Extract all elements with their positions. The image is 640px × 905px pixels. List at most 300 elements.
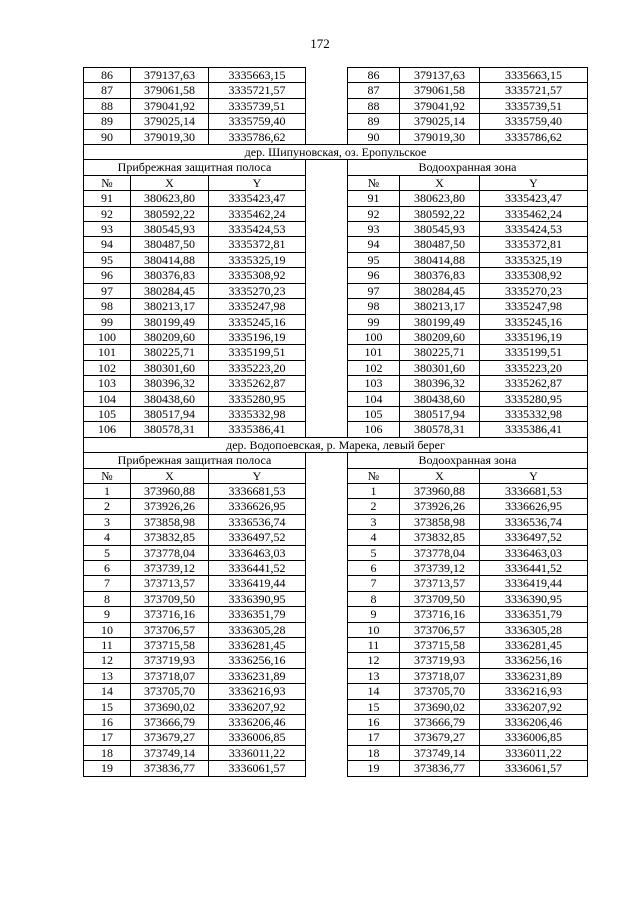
y-header: Y	[480, 468, 588, 483]
table-row	[84, 514, 588, 529]
x-coordinate: 379019,30	[400, 129, 480, 144]
x-coordinate: 373836,77	[131, 761, 209, 776]
x-coordinate: 373719,93	[131, 653, 209, 668]
x-coordinate: 373716,16	[131, 607, 209, 622]
y-coordinate: 3335270,23	[209, 283, 306, 298]
y-coordinate: 3336463,03	[209, 545, 306, 560]
point-number: 89	[348, 114, 400, 129]
x-coordinate: 373715,58	[131, 638, 209, 653]
point-number: 100	[84, 329, 131, 344]
column-gap	[306, 129, 348, 144]
table-row	[84, 222, 588, 237]
table-row	[84, 622, 588, 637]
point-number: 91	[84, 191, 131, 206]
x-coordinate: 379019,30	[131, 129, 209, 144]
x-coordinate: 380199,49	[400, 314, 480, 329]
table-row	[84, 206, 588, 221]
x-coordinate: 373690,02	[400, 699, 480, 714]
y-coordinate: 3335739,51	[480, 98, 588, 113]
point-number: 13	[84, 668, 131, 683]
y-coordinate: 3336419,44	[480, 576, 588, 591]
table-row	[84, 191, 588, 206]
x-coordinate: 373719,93	[400, 653, 480, 668]
x-coordinate: 373926,26	[400, 499, 480, 514]
column-gap	[306, 114, 348, 129]
column-gap	[306, 699, 348, 714]
point-number: 103	[84, 376, 131, 391]
point-number: 17	[348, 730, 400, 745]
y-coordinate: 3335308,92	[480, 268, 588, 283]
x-coordinate: 373926,26	[131, 499, 209, 514]
point-number: 97	[348, 283, 400, 298]
y-coordinate: 3335245,16	[209, 314, 306, 329]
x-coordinate: 380213,17	[131, 299, 209, 314]
point-number: 9	[84, 607, 131, 622]
table-row	[84, 607, 588, 622]
y-coordinate: 3335280,95	[480, 391, 588, 406]
point-number: 17	[84, 730, 131, 745]
point-number: 88	[348, 98, 400, 113]
point-number: 103	[348, 376, 400, 391]
column-gap	[306, 622, 348, 637]
column-gap	[306, 730, 348, 745]
y-coordinate: 3336061,57	[480, 761, 588, 776]
y-coordinate: 3335721,57	[209, 83, 306, 98]
zone-header-row	[84, 453, 588, 468]
point-number: 92	[84, 206, 131, 221]
column-gap	[306, 422, 348, 437]
y-coordinate: 3335386,41	[480, 422, 588, 437]
x-coordinate: 380623,80	[400, 191, 480, 206]
x-coordinate: 380376,83	[400, 268, 480, 283]
y-coordinate: 3336216,93	[209, 684, 306, 699]
y-coordinate: 3336256,16	[480, 653, 588, 668]
y-coordinate: 3335786,62	[480, 129, 588, 144]
y-coordinate: 3336207,92	[209, 699, 306, 714]
table-row	[84, 530, 588, 545]
table-row	[84, 314, 588, 329]
point-number: 98	[348, 299, 400, 314]
point-number: 106	[84, 422, 131, 437]
x-coordinate: 373960,88	[400, 483, 480, 498]
column-gap	[306, 206, 348, 221]
y-coordinate: 3335199,51	[209, 345, 306, 360]
x-coordinate: 379025,14	[131, 114, 209, 129]
x-coordinate: 380592,22	[400, 206, 480, 221]
point-number: 105	[348, 406, 400, 421]
x-header: X	[131, 175, 209, 190]
x-header: X	[400, 175, 480, 190]
table-row	[84, 268, 588, 283]
table-row	[84, 252, 588, 267]
column-gap	[306, 545, 348, 560]
point-number: 5	[348, 545, 400, 560]
x-coordinate: 373858,98	[131, 514, 209, 529]
y-coordinate: 3336061,57	[209, 761, 306, 776]
column-gap	[306, 514, 348, 529]
point-number: 2	[84, 499, 131, 514]
x-coordinate: 379041,92	[400, 98, 480, 113]
y-coordinate: 3336231,89	[480, 668, 588, 683]
y-coordinate: 3336441,52	[480, 561, 588, 576]
y-coordinate: 3335332,98	[209, 406, 306, 421]
table-row	[84, 561, 588, 576]
x-coordinate: 380438,60	[131, 391, 209, 406]
x-coordinate: 379061,58	[400, 83, 480, 98]
y-coordinate: 3335663,15	[480, 68, 588, 83]
x-coordinate: 380623,80	[131, 191, 209, 206]
y-coordinate: 3336419,44	[209, 576, 306, 591]
point-number: 87	[348, 83, 400, 98]
y-coordinate: 3336351,79	[209, 607, 306, 622]
x-coordinate: 380376,83	[131, 268, 209, 283]
point-number: 10	[348, 622, 400, 637]
point-number: 11	[348, 638, 400, 653]
point-number: 93	[348, 222, 400, 237]
y-coordinate: 3336390,95	[209, 591, 306, 606]
x-coordinate: 373666,79	[400, 715, 480, 730]
column-gap	[306, 715, 348, 730]
num-header: №	[348, 468, 400, 483]
y-coordinate: 3335663,15	[209, 68, 306, 83]
x-coordinate: 380545,93	[131, 222, 209, 237]
point-number: 101	[348, 345, 400, 360]
column-gap	[306, 222, 348, 237]
column-gap	[306, 191, 348, 206]
y-coordinate: 3336006,85	[209, 730, 306, 745]
y-coordinate: 3335462,24	[480, 206, 588, 221]
x-coordinate: 380199,49	[131, 314, 209, 329]
point-number: 91	[348, 191, 400, 206]
y-coordinate: 3336206,46	[480, 715, 588, 730]
point-number: 18	[348, 745, 400, 760]
x-coordinate: 380517,94	[400, 406, 480, 421]
x-coordinate: 373705,70	[131, 684, 209, 699]
y-coordinate: 3335196,19	[209, 329, 306, 344]
y-coordinate: 3336390,95	[480, 591, 588, 606]
table-row	[84, 83, 588, 98]
y-coordinate: 3335372,81	[480, 237, 588, 252]
y-coordinate: 3336626,95	[480, 499, 588, 514]
point-number: 14	[84, 684, 131, 699]
x-coordinate: 380487,50	[400, 237, 480, 252]
y-coordinate: 3335721,57	[480, 83, 588, 98]
table-row	[84, 684, 588, 699]
section-title-row	[84, 437, 588, 452]
column-gap	[306, 360, 348, 375]
point-number: 10	[84, 622, 131, 637]
x-coordinate: 373836,77	[400, 761, 480, 776]
y-coordinate: 3335424,53	[209, 222, 306, 237]
x-coordinate: 373858,98	[400, 514, 480, 529]
x-coordinate: 380438,60	[400, 391, 480, 406]
y-coordinate: 3335247,98	[209, 299, 306, 314]
point-number: 7	[84, 576, 131, 591]
zone-header-row	[84, 160, 588, 175]
section-title: дер. Шипуновская, оз. Еропульское	[84, 145, 588, 160]
x-coordinate: 380301,60	[131, 360, 209, 375]
x-coordinate: 379137,63	[131, 68, 209, 83]
y-coordinate: 3335262,87	[209, 376, 306, 391]
y-coordinate: 3335280,95	[209, 391, 306, 406]
column-gap	[306, 175, 348, 190]
y-coordinate: 3336305,28	[209, 622, 306, 637]
point-number: 102	[84, 360, 131, 375]
x-coordinate: 380545,93	[400, 222, 480, 237]
table-row	[84, 329, 588, 344]
table-row	[84, 653, 588, 668]
y-coordinate: 3335424,53	[480, 222, 588, 237]
y-coordinate: 3335196,19	[480, 329, 588, 344]
column-gap	[306, 252, 348, 267]
point-number: 11	[84, 638, 131, 653]
column-gap	[306, 160, 348, 175]
x-coordinate: 380225,71	[400, 345, 480, 360]
column-gap	[306, 499, 348, 514]
x-coordinate: 380284,45	[400, 283, 480, 298]
y-coordinate: 3336626,95	[209, 499, 306, 514]
table-row	[84, 576, 588, 591]
table-row	[84, 545, 588, 560]
column-gap	[306, 391, 348, 406]
table-row	[84, 761, 588, 776]
point-number: 16	[84, 715, 131, 730]
point-number: 8	[348, 591, 400, 606]
x-coordinate: 373778,04	[131, 545, 209, 560]
table-row	[84, 422, 588, 437]
right-zone-header: Водоохранная зона	[348, 453, 588, 468]
point-number: 12	[84, 653, 131, 668]
y-coordinate: 3335786,62	[209, 129, 306, 144]
table-row	[84, 668, 588, 683]
column-gap	[306, 607, 348, 622]
point-number: 3	[84, 514, 131, 529]
point-number: 18	[84, 745, 131, 760]
column-gap	[306, 406, 348, 421]
y-coordinate: 3336216,93	[480, 684, 588, 699]
column-gap	[306, 453, 348, 468]
table-row	[84, 715, 588, 730]
point-number: 1	[348, 483, 400, 498]
point-number: 4	[348, 530, 400, 545]
table-row	[84, 114, 588, 129]
left-zone-header: Прибрежная защитная полоса	[84, 453, 306, 468]
y-coordinate: 3336536,74	[209, 514, 306, 529]
table-row	[84, 237, 588, 252]
x-coordinate: 373715,58	[400, 638, 480, 653]
x-coordinate: 373749,14	[400, 745, 480, 760]
column-gap	[306, 591, 348, 606]
y-header: Y	[480, 175, 588, 190]
point-number: 1	[84, 483, 131, 498]
y-coordinate: 3335223,20	[480, 360, 588, 375]
table-row	[84, 299, 588, 314]
point-number: 14	[348, 684, 400, 699]
point-number: 94	[84, 237, 131, 252]
table-row	[84, 730, 588, 745]
point-number: 106	[348, 422, 400, 437]
column-gap	[306, 314, 348, 329]
point-number: 2	[348, 499, 400, 514]
y-coordinate: 3335199,51	[480, 345, 588, 360]
x-header: X	[400, 468, 480, 483]
point-number: 6	[348, 561, 400, 576]
y-coordinate: 3335325,19	[209, 252, 306, 267]
point-number: 13	[348, 668, 400, 683]
point-number: 98	[84, 299, 131, 314]
table-row	[84, 406, 588, 421]
y-coordinate: 3336281,45	[209, 638, 306, 653]
column-gap	[306, 68, 348, 83]
point-number: 92	[348, 206, 400, 221]
x-coordinate: 373709,50	[131, 591, 209, 606]
table-row	[84, 283, 588, 298]
table-row	[84, 591, 588, 606]
point-number: 4	[84, 530, 131, 545]
x-coordinate: 379025,14	[400, 114, 480, 129]
y-coordinate: 3335759,40	[209, 114, 306, 129]
y-coordinate: 3336681,53	[480, 483, 588, 498]
table-row	[84, 483, 588, 498]
table-row	[84, 68, 588, 83]
y-coordinate: 3335270,23	[480, 283, 588, 298]
x-coordinate: 380213,17	[400, 299, 480, 314]
left-zone-header: Прибрежная защитная полоса	[84, 160, 306, 175]
y-coordinate: 3336256,16	[209, 653, 306, 668]
point-number: 96	[84, 268, 131, 283]
point-number: 89	[84, 114, 131, 129]
column-gap	[306, 329, 348, 344]
x-coordinate: 379041,92	[131, 98, 209, 113]
x-coordinate: 380578,31	[400, 422, 480, 437]
x-coordinate: 373705,70	[400, 684, 480, 699]
x-coordinate: 373713,57	[131, 576, 209, 591]
x-coordinate: 380487,50	[131, 237, 209, 252]
point-number: 88	[84, 98, 131, 113]
point-number: 15	[348, 699, 400, 714]
point-number: 100	[348, 329, 400, 344]
point-number: 95	[348, 252, 400, 267]
num-header: №	[348, 175, 400, 190]
x-coordinate: 373679,27	[131, 730, 209, 745]
x-coordinate: 380396,32	[400, 376, 480, 391]
column-gap	[306, 83, 348, 98]
point-number: 93	[84, 222, 131, 237]
point-number: 99	[84, 314, 131, 329]
y-coordinate: 3335332,98	[480, 406, 588, 421]
column-gap	[306, 745, 348, 760]
point-number: 94	[348, 237, 400, 252]
table-row	[84, 360, 588, 375]
column-gap	[306, 761, 348, 776]
y-coordinate: 3335423,47	[480, 191, 588, 206]
x-coordinate: 373706,57	[131, 622, 209, 637]
table-row	[84, 499, 588, 514]
y-coordinate: 3336231,89	[209, 668, 306, 683]
table-row	[84, 745, 588, 760]
x-coordinate: 373832,85	[400, 530, 480, 545]
point-number: 102	[348, 360, 400, 375]
column-gap	[306, 668, 348, 683]
point-number: 6	[84, 561, 131, 576]
table-row	[84, 98, 588, 113]
y-coordinate: 3335245,16	[480, 314, 588, 329]
column-gap	[306, 345, 348, 360]
y-coordinate: 3336681,53	[209, 483, 306, 498]
point-number: 104	[84, 391, 131, 406]
table-row	[84, 638, 588, 653]
y-coordinate: 3336536,74	[480, 514, 588, 529]
x-coordinate: 380225,71	[131, 345, 209, 360]
y-coordinate: 3335386,41	[209, 422, 306, 437]
point-number: 5	[84, 545, 131, 560]
table-row	[84, 129, 588, 144]
x-coordinate: 379061,58	[131, 83, 209, 98]
table-row	[84, 391, 588, 406]
y-coordinate: 3335325,19	[480, 252, 588, 267]
x-coordinate: 373706,57	[400, 622, 480, 637]
x-coordinate: 373739,12	[400, 561, 480, 576]
x-coordinate: 373739,12	[131, 561, 209, 576]
x-coordinate: 379137,63	[400, 68, 480, 83]
y-coordinate: 3336011,22	[209, 745, 306, 760]
column-gap	[306, 576, 348, 591]
column-gap	[306, 483, 348, 498]
point-number: 86	[84, 68, 131, 83]
point-number: 105	[84, 406, 131, 421]
x-coordinate: 380209,60	[400, 329, 480, 344]
x-coordinate: 380517,94	[131, 406, 209, 421]
column-gap	[306, 638, 348, 653]
column-gap	[306, 653, 348, 668]
point-number: 12	[348, 653, 400, 668]
x-coordinate: 380396,32	[131, 376, 209, 391]
column-header-row	[84, 468, 588, 483]
point-number: 90	[84, 129, 131, 144]
y-coordinate: 3336497,52	[209, 530, 306, 545]
y-coordinate: 3336463,03	[480, 545, 588, 560]
y-coordinate: 3335372,81	[209, 237, 306, 252]
x-coordinate: 373778,04	[400, 545, 480, 560]
section-title: дер. Водопоевская, р. Марека, левый берег	[84, 437, 588, 452]
column-gap	[306, 283, 348, 298]
x-coordinate: 373718,07	[400, 668, 480, 683]
y-header: Y	[209, 175, 306, 190]
column-gap	[306, 98, 348, 113]
y-coordinate: 3336497,52	[480, 530, 588, 545]
column-gap	[306, 561, 348, 576]
coordinates-table-body	[84, 68, 588, 777]
y-coordinate: 3335308,92	[209, 268, 306, 283]
y-coordinate: 3335423,47	[209, 191, 306, 206]
x-coordinate: 373749,14	[131, 745, 209, 760]
x-coordinate: 373690,02	[131, 699, 209, 714]
y-coordinate: 3336351,79	[480, 607, 588, 622]
x-coordinate: 380301,60	[400, 360, 480, 375]
point-number: 16	[348, 715, 400, 730]
x-coordinate: 380209,60	[131, 329, 209, 344]
x-coordinate: 380284,45	[131, 283, 209, 298]
column-gap	[306, 530, 348, 545]
y-coordinate: 3335462,24	[209, 206, 306, 221]
right-zone-header: Водоохранная зона	[348, 160, 588, 175]
y-coordinate: 3335223,20	[209, 360, 306, 375]
column-gap	[306, 468, 348, 483]
y-header: Y	[209, 468, 306, 483]
point-number: 3	[348, 514, 400, 529]
y-coordinate: 3335739,51	[209, 98, 306, 113]
point-number: 90	[348, 129, 400, 144]
